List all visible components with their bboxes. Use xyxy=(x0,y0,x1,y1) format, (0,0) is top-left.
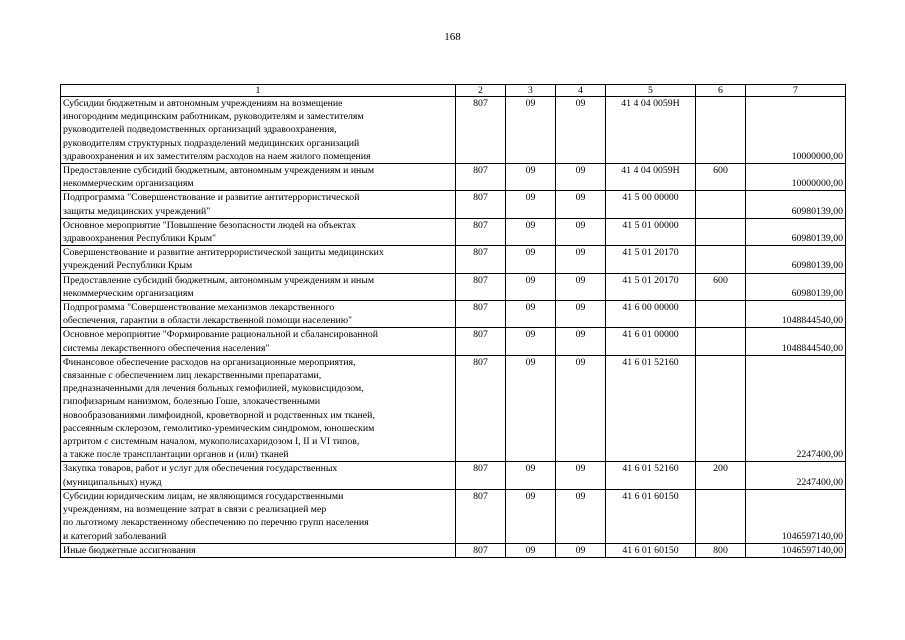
table-row xyxy=(61,97,846,164)
row-name-cell: Подпрограмма "Совершенствование и развитие антитеррористической защиты медицинских учреждений" xyxy=(61,191,456,218)
row-name-cell: Иные бюджетные ассигнования xyxy=(61,543,456,557)
amount-cell: 1046597140,00 xyxy=(746,543,846,557)
amount-cell: 60980139,00 xyxy=(746,191,846,218)
section-code-cell: 09 xyxy=(506,301,556,328)
table-row xyxy=(61,328,846,355)
ministry-code-cell: 807 xyxy=(456,462,506,489)
expense-type-cell: 600 xyxy=(696,164,746,191)
expense-type-cell xyxy=(696,191,746,218)
target-article-cell: 41 6 01 52160 xyxy=(606,462,696,489)
budget-table xyxy=(60,84,846,558)
section-code-cell: 09 xyxy=(506,355,556,462)
target-article-cell: 41 6 01 60150 xyxy=(606,543,696,557)
ministry-code-cell: 807 xyxy=(456,246,506,273)
target-article-cell: 41 5 00 00000 xyxy=(606,191,696,218)
amount-cell: 60980139,00 xyxy=(746,218,846,245)
row-name-cell: Предоставление субсидий бюджетным, автономным учреждениям и иным некоммерческим организациям xyxy=(61,273,456,300)
column-header: 4 xyxy=(556,85,606,97)
subsection-code-cell: 09 xyxy=(556,489,606,543)
subsection-code-cell: 09 xyxy=(556,301,606,328)
table-row xyxy=(61,489,846,543)
page-number: 168 xyxy=(444,31,461,43)
target-article-cell: 41 5 01 20170 xyxy=(606,273,696,300)
ministry-code-cell: 807 xyxy=(456,355,506,462)
expense-type-cell xyxy=(696,246,746,273)
column-header: 3 xyxy=(506,85,556,97)
section-code-cell: 09 xyxy=(506,246,556,273)
ministry-code-cell: 807 xyxy=(456,218,506,245)
amount-cell: 60980139,00 xyxy=(746,246,846,273)
expense-type-cell xyxy=(696,301,746,328)
target-article-cell: 41 5 01 20170 xyxy=(606,246,696,273)
target-article-cell: 41 6 00 00000 xyxy=(606,301,696,328)
subsection-code-cell: 09 xyxy=(556,246,606,273)
table-row xyxy=(61,218,846,245)
target-article-cell: 41 5 01 00000 xyxy=(606,218,696,245)
target-article-cell: 41 6 01 52160 xyxy=(606,355,696,462)
table-row xyxy=(61,273,846,300)
target-article-cell: 41 6 01 60150 xyxy=(606,489,696,543)
amount-cell: 2247400,00 xyxy=(746,462,846,489)
column-header: 5 xyxy=(606,85,696,97)
row-name-cell: Закупка товаров, работ и услуг для обеспечения государственных (муниципальных) нужд xyxy=(61,462,456,489)
subsection-code-cell: 09 xyxy=(556,164,606,191)
row-name-cell: Субсидии бюджетным и автономным учреждениям на возмещение иногородним медицинским работникам, руководителям и заместителям руководителей подведомственных организаций здравоохранения, руководителям структурных подразделений медицинских организаций здравоохранения и их заместителям расходов на наем жилого помещения xyxy=(61,97,456,164)
table-row xyxy=(61,355,846,462)
expense-type-cell: 600 xyxy=(696,273,746,300)
row-name-cell: Предоставление субсидий бюджетным, автономным учреждениям и иным некоммерческим организациям xyxy=(61,164,456,191)
section-code-cell: 09 xyxy=(506,218,556,245)
ministry-code-cell: 807 xyxy=(456,164,506,191)
subsection-code-cell: 09 xyxy=(556,97,606,164)
expense-type-cell: 800 xyxy=(696,543,746,557)
ministry-code-cell: 807 xyxy=(456,543,506,557)
ministry-code-cell: 807 xyxy=(456,97,506,164)
table-row xyxy=(61,301,846,328)
subsection-code-cell: 09 xyxy=(556,328,606,355)
row-name-cell: Подпрограмма "Совершенствование механизмов лекарственного обеспечения, гарантии в области лекарственной помощи населению" xyxy=(61,301,456,328)
section-code-cell: 09 xyxy=(506,543,556,557)
amount-cell: 1048844540,00 xyxy=(746,301,846,328)
column-header: 7 xyxy=(746,85,846,97)
amount-cell: 1048844540,00 xyxy=(746,328,846,355)
subsection-code-cell: 09 xyxy=(556,543,606,557)
target-article-cell: 41 4 04 0059Н xyxy=(606,164,696,191)
header-row xyxy=(61,85,846,97)
column-header: 6 xyxy=(696,85,746,97)
section-code-cell: 09 xyxy=(506,328,556,355)
subsection-code-cell: 09 xyxy=(556,218,606,245)
section-code-cell: 09 xyxy=(506,97,556,164)
table-row xyxy=(61,164,846,191)
row-name-cell: Совершенствование и развитие антитеррористической защиты медицинских учреждений Республики Крым xyxy=(61,246,456,273)
section-code-cell: 09 xyxy=(506,164,556,191)
ministry-code-cell: 807 xyxy=(456,489,506,543)
expense-type-cell xyxy=(696,328,746,355)
expense-type-cell xyxy=(696,97,746,164)
amount-cell: 1046597140,00 xyxy=(746,489,846,543)
target-article-cell: 41 6 01 00000 xyxy=(606,328,696,355)
section-code-cell: 09 xyxy=(506,273,556,300)
ministry-code-cell: 807 xyxy=(456,273,506,300)
expense-type-cell xyxy=(696,355,746,462)
ministry-code-cell: 807 xyxy=(456,301,506,328)
column-header: 1 xyxy=(61,85,456,97)
ministry-code-cell: 807 xyxy=(456,328,506,355)
row-name-cell: Основное мероприятие "Формирование рациональной и сбалансированной системы лекарственного обеспечения населения" xyxy=(61,328,456,355)
row-name-cell: Финансовое обеспечение расходов на организационные мероприятия, связанные с обеспечением лиц лекарственными препаратами, предназначенными для лечения больных гемофилией, муковисцидозом, гипофизарным нанизмом, болезнью Гоше, злокачественными новообразованиями лимфоидной, кроветворной и родственных им тканей, рассеянным склерозом, гемолитико-уремическим синдромом, юношеским артритом с системным началом, мукополисахаридозом I, II и VI типов, а также после трансплантации органов и (или) тканей xyxy=(61,355,456,462)
subsection-code-cell: 09 xyxy=(556,462,606,489)
subsection-code-cell: 09 xyxy=(556,273,606,300)
row-name-cell: Основное мероприятие "Повышение безопасности людей на объектах здравоохранения Республики Крым" xyxy=(61,218,456,245)
table-row xyxy=(61,462,846,489)
target-article-cell: 41 4 04 0059Н xyxy=(606,97,696,164)
table-row xyxy=(61,543,846,557)
expense-type-cell xyxy=(696,218,746,245)
subsection-code-cell: 09 xyxy=(556,191,606,218)
table-row xyxy=(61,246,846,273)
expense-type-cell: 200 xyxy=(696,462,746,489)
section-code-cell: 09 xyxy=(506,489,556,543)
amount-cell: 60980139,00 xyxy=(746,273,846,300)
expense-type-cell xyxy=(696,489,746,543)
amount-cell: 2247400,00 xyxy=(746,355,846,462)
section-code-cell: 09 xyxy=(506,462,556,489)
section-code-cell: 09 xyxy=(506,191,556,218)
amount-cell: 10000000,00 xyxy=(746,97,846,164)
ministry-code-cell: 807 xyxy=(456,191,506,218)
column-header: 2 xyxy=(456,85,506,97)
table-row xyxy=(61,191,846,218)
row-name-cell: Субсидии юридическим лицам, не являющимся государственными учреждениям, на возмещение затрат в связи с реализацией мер по льготному лекарственному обеспечению по перечню групп населения и категорий заболеваний xyxy=(61,489,456,543)
amount-cell: 10000000,00 xyxy=(746,164,846,191)
subsection-code-cell: 09 xyxy=(556,355,606,462)
